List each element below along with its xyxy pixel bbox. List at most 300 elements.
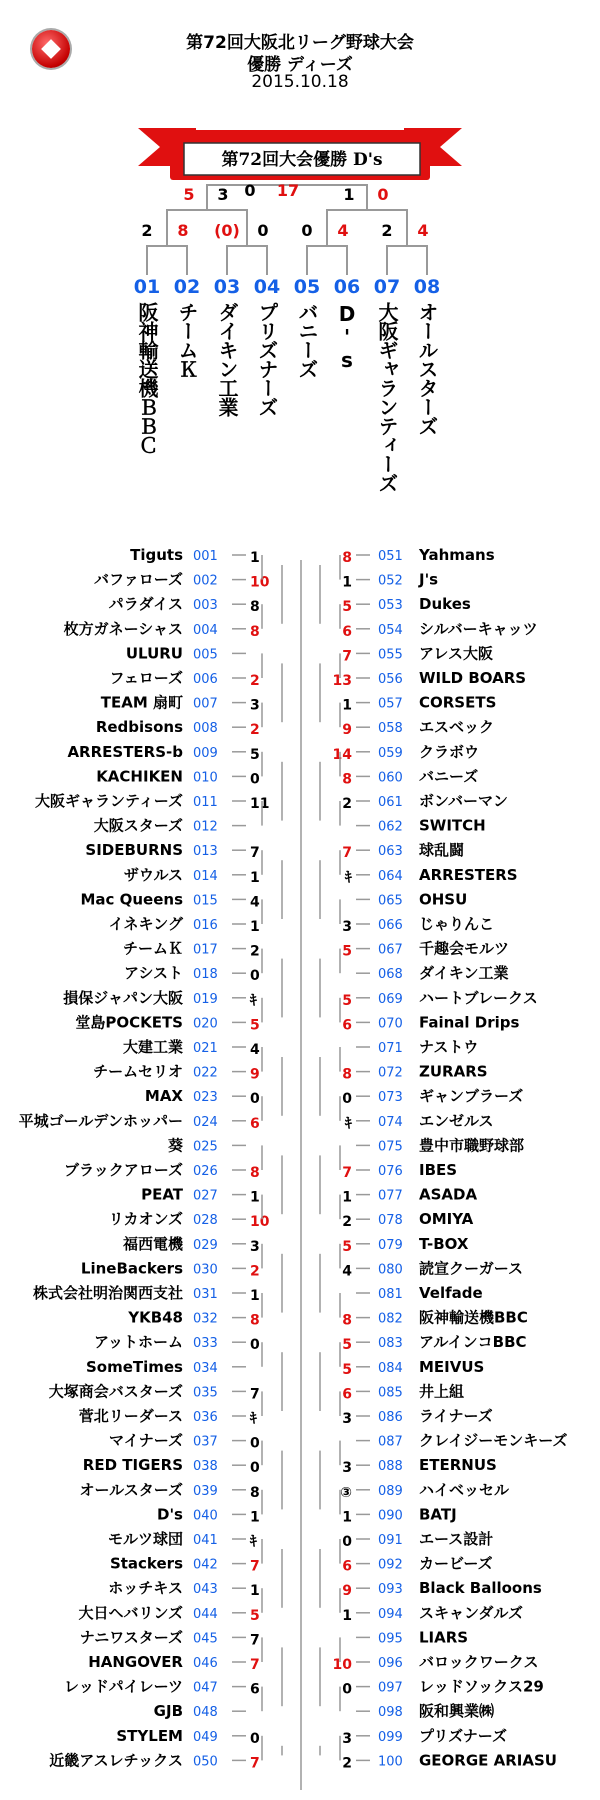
team-number: 016: [193, 918, 218, 933]
team-score: 7: [250, 845, 260, 862]
team-name: エンゼルス: [419, 1111, 494, 1130]
team-number: 064: [378, 868, 403, 884]
team-name: エース設計: [419, 1530, 494, 1548]
team-score: ③: [340, 1484, 352, 1501]
team-score: 1: [342, 1189, 352, 1206]
team-score: 7: [342, 648, 352, 665]
team-score: 13: [332, 673, 352, 689]
team-name: エスベック: [419, 718, 495, 737]
team-number: 024: [193, 1114, 218, 1130]
team-score: 8: [342, 771, 352, 788]
champion-subtitle: 優勝 ディーズ: [247, 55, 353, 75]
team-number: 060: [378, 770, 403, 786]
team-number: 084: [378, 1360, 403, 1376]
team-number: 076: [378, 1164, 403, 1179]
team-number: 031: [193, 1287, 218, 1302]
team-name: Dukes: [419, 595, 471, 614]
team-number: 018: [193, 967, 218, 983]
team-number: 013: [193, 844, 218, 860]
team-name: ブラックアローズ: [64, 1161, 183, 1179]
team-score: ｷ: [250, 992, 257, 1009]
team-number: 034: [193, 1360, 218, 1376]
team-name: 福西電機: [122, 1234, 183, 1253]
team-name: Stackers: [109, 1554, 183, 1573]
team-score: 7: [342, 845, 352, 862]
team-score: 5: [342, 1337, 352, 1354]
team-number: 011: [193, 795, 218, 810]
team-name: Tiguts: [130, 546, 183, 564]
team-score: 0: [250, 1337, 260, 1354]
team-number: 036: [193, 1410, 218, 1425]
team-name: ライナーズ: [419, 1407, 493, 1425]
team-number: 069: [378, 991, 403, 1007]
team-number: 001: [193, 549, 218, 564]
team-score: 2: [250, 722, 260, 739]
team-number: 027: [193, 1188, 218, 1204]
team-name: 損保ジャパン大阪: [63, 988, 183, 1007]
team-number: 086: [378, 1410, 403, 1425]
team-number: 058: [378, 721, 403, 737]
team-score: 8: [250, 1165, 260, 1181]
quarter-right-score: 0: [257, 221, 269, 240]
team-score: 0: [342, 1681, 352, 1698]
team-number: 056: [378, 672, 403, 687]
team-name: YKB48: [128, 1308, 183, 1327]
team-score: 1: [342, 1607, 352, 1624]
team-score: 5: [342, 992, 352, 1009]
team-name: RED TIGERS: [82, 1456, 183, 1475]
team-score: 8: [250, 1312, 260, 1329]
team-score: ｷ: [345, 869, 352, 886]
team-number: 028: [193, 1213, 218, 1229]
team-score: 9: [342, 1583, 352, 1600]
team-number: 044: [193, 1606, 218, 1622]
team-number: 054: [378, 622, 403, 638]
team-name: Velfade: [419, 1284, 483, 1302]
team-number: 061: [378, 795, 403, 810]
team-score: 1: [250, 1288, 260, 1304]
team-name: 豊中市職野球部: [419, 1136, 525, 1155]
final-team-name: D's: [335, 302, 359, 371]
team-name: Fainal Drips: [419, 1013, 520, 1032]
team-number: 025: [193, 1139, 218, 1155]
team-number: 053: [378, 598, 403, 614]
banner-label: 第72回大会優勝 D's: [221, 150, 383, 170]
team-name: シルバーキャッツ: [419, 619, 538, 638]
team-number: 004: [193, 622, 218, 638]
team-number: 022: [193, 1065, 218, 1081]
team-name: パラダイス: [108, 595, 183, 614]
team-number: 095: [378, 1631, 403, 1647]
team-number: 072: [378, 1065, 403, 1081]
team-number: 014: [193, 868, 218, 884]
team-name: アシスト: [124, 964, 183, 983]
team-score: 2: [250, 943, 260, 960]
quarter-right-score: 4: [417, 221, 429, 240]
team-number: 071: [378, 1041, 403, 1056]
team-score: 6: [250, 1681, 260, 1698]
team-score: 10: [250, 574, 270, 591]
team-number: 052: [378, 573, 403, 589]
team-name: バファローズ: [94, 570, 183, 589]
team-number: 041: [193, 1533, 218, 1548]
team-number: 043: [193, 1582, 218, 1598]
tournament-date: 2015.10.18: [251, 72, 349, 92]
team-number: 066: [378, 918, 403, 933]
team-name: レッドソックス29: [419, 1677, 544, 1696]
team-score: 2: [342, 796, 352, 812]
team-number: 063: [378, 844, 403, 860]
team-score: 3: [342, 1460, 352, 1477]
team-score: 3: [250, 697, 260, 714]
team-number: 021: [193, 1041, 218, 1056]
team-name: D's: [157, 1505, 183, 1524]
semi-left-score: 5: [183, 185, 195, 204]
team-score: 9: [342, 722, 352, 739]
team-name: 株式会社明治関西支社: [32, 1284, 183, 1302]
semi-right-score: 3: [217, 185, 229, 204]
team-name: CORSETS: [419, 693, 497, 712]
team-score: 4: [250, 1042, 260, 1058]
team-name: 阪和興業㈱: [419, 1702, 495, 1721]
team-name: 読宣クーガース: [419, 1259, 523, 1278]
semi-left-score: 1: [343, 185, 355, 204]
final-team-name: オールスターズ: [415, 302, 439, 435]
team-score: 7: [250, 1755, 260, 1772]
team-number: 090: [378, 1508, 403, 1524]
team-number: 079: [378, 1237, 403, 1253]
team-score: 0: [250, 1091, 260, 1108]
team-name: 大日ヘバリンズ: [78, 1603, 183, 1622]
team-name: 平城ゴールデンホッパー: [18, 1111, 183, 1130]
team-score: 1: [250, 919, 260, 935]
team-number: 035: [193, 1385, 218, 1401]
team-score: 4: [250, 894, 260, 911]
team-name: OHSU: [419, 890, 468, 909]
team-number: 075: [378, 1139, 403, 1155]
team-name: SIDEBURNS: [85, 841, 183, 860]
team-number: 005: [193, 647, 218, 663]
team-score: 7: [250, 1386, 260, 1403]
team-number: 089: [378, 1483, 403, 1499]
quarter-left-score: 0: [301, 221, 313, 240]
team-number: 070: [378, 1016, 403, 1032]
team-score: 6: [342, 1017, 352, 1034]
team-number: 065: [378, 893, 403, 909]
team-name: レッドパイレーツ: [64, 1677, 183, 1696]
semi-right-score: 0: [377, 185, 389, 204]
team-score: 6: [342, 1558, 352, 1575]
team-name: BATJ: [419, 1505, 457, 1524]
team-number: 033: [193, 1336, 218, 1352]
team-name: モルツ球団: [107, 1530, 183, 1548]
team-number: 068: [378, 967, 403, 983]
team-score: 5: [342, 599, 352, 616]
team-name: TEAM 扇町: [100, 693, 183, 712]
team-number: 009: [193, 745, 218, 761]
final-team-name: バニーズ: [295, 302, 319, 378]
team-score: 1: [342, 574, 352, 591]
team-score: 2: [342, 1214, 352, 1231]
team-number: 049: [193, 1729, 218, 1745]
team-score: 2: [250, 1263, 260, 1280]
team-score: 0: [342, 1534, 352, 1550]
team-score: 11: [250, 796, 270, 812]
team-number: 059: [378, 745, 403, 761]
team-number: 020: [193, 1016, 218, 1032]
team-name: 堂島POCKETS: [75, 1013, 183, 1032]
final-team-number: 07: [373, 276, 401, 298]
final-left-score: 0: [244, 181, 256, 200]
team-name: GEORGE ARIASU: [419, 1751, 557, 1770]
team-number: 047: [193, 1680, 218, 1696]
team-score: ｷ: [250, 1534, 257, 1550]
team-number: 003: [193, 598, 218, 614]
team-name: MEIVUS: [419, 1357, 485, 1376]
team-score: 8: [342, 550, 352, 566]
team-number: 093: [378, 1582, 403, 1598]
team-number: 012: [193, 819, 218, 835]
team-name: ハイベッセル: [419, 1480, 510, 1499]
page-title: 第72回大阪北リーグ野球大会: [186, 33, 414, 53]
team-number: 045: [193, 1631, 218, 1647]
final-team-name: ダイキン工業: [215, 302, 239, 416]
team-score: 3: [250, 1238, 260, 1255]
team-name: ナニワスターズ: [79, 1628, 183, 1647]
team-score: 8: [250, 1484, 260, 1501]
team-number: 039: [193, 1483, 218, 1499]
team-name: 大阪ギャランティーズ: [34, 792, 183, 810]
team-score: 0: [250, 771, 260, 788]
final-right-score: 17: [276, 181, 300, 200]
team-score: 0: [250, 1460, 260, 1477]
final-team-number: 04: [253, 276, 281, 298]
team-name: 近畿アスレチックス: [49, 1751, 183, 1770]
team-number: 087: [378, 1434, 403, 1450]
team-name: ナストウ: [419, 1038, 479, 1056]
team-name: ARRESTERS: [419, 865, 518, 884]
team-number: 026: [193, 1164, 218, 1179]
team-name: ARRESTERS-b: [67, 742, 183, 761]
final-team-name: プリズナーズ: [255, 302, 279, 416]
team-name: バロックワークス: [419, 1653, 539, 1671]
team-name: ボンバーマン: [419, 792, 508, 810]
final-team-number: 05: [293, 276, 321, 298]
team-name: アルインコBBC: [419, 1333, 527, 1352]
team-name: カービーズ: [419, 1554, 493, 1573]
team-name: MAX: [144, 1087, 183, 1106]
team-score: 1: [250, 1509, 260, 1526]
team-name: チームＫ: [122, 939, 183, 958]
team-name: ホッチキス: [108, 1579, 183, 1598]
team-name: 球乱闘: [419, 841, 465, 860]
team-number: 051: [378, 549, 403, 564]
team-name: ザウルス: [123, 865, 183, 884]
team-name: ZURARS: [419, 1062, 488, 1081]
team-score: 8: [250, 623, 260, 640]
team-score: 1: [250, 1583, 260, 1600]
team-number: 080: [378, 1262, 403, 1278]
team-name: Black Balloons: [419, 1579, 542, 1598]
team-name: 大阪スターズ: [93, 816, 183, 835]
team-number: 057: [378, 696, 403, 712]
team-name: アットホーム: [94, 1333, 183, 1352]
quarter-left-score: (0): [214, 221, 240, 240]
team-name: チームセリオ: [93, 1062, 183, 1081]
team-score: 5: [250, 746, 260, 763]
quarter-right-score: 8: [177, 221, 189, 240]
team-name: プリズナーズ: [419, 1726, 508, 1745]
team-score: 8: [342, 1312, 352, 1329]
team-score: 7: [250, 1657, 260, 1673]
team-number: 006: [193, 672, 218, 687]
team-score: ｷ: [345, 1115, 352, 1132]
team-number: 048: [193, 1705, 218, 1721]
team-score: 5: [342, 1361, 352, 1378]
team-number: 074: [378, 1114, 403, 1130]
team-number: 042: [193, 1557, 218, 1573]
team-score: 6: [342, 623, 352, 640]
team-score: 6: [250, 1115, 260, 1132]
team-number: 008: [193, 721, 218, 737]
team-name: LineBackers: [80, 1259, 183, 1278]
team-number: 007: [193, 696, 218, 712]
team-number: 081: [378, 1287, 403, 1302]
team-score: 14: [332, 746, 352, 763]
team-number: 092: [378, 1557, 403, 1573]
team-number: 029: [193, 1237, 218, 1253]
final-team-name: 阪神輸送機ＢＢＣ: [135, 302, 159, 454]
team-number: 067: [378, 942, 403, 958]
team-name: マイナーズ: [109, 1431, 183, 1450]
team-score: 1: [250, 869, 260, 886]
team-name: じゃりんこ: [419, 915, 495, 933]
team-score: 8: [342, 1066, 352, 1083]
team-number: 023: [193, 1090, 218, 1106]
final-team-number: 01: [133, 276, 161, 298]
team-name: WILD BOARS: [419, 669, 527, 687]
team-number: 098: [378, 1705, 403, 1721]
team-score: 4: [342, 1263, 352, 1280]
team-score: 6: [342, 1386, 352, 1403]
team-score: 2: [250, 673, 260, 689]
team-name: HANGOVER: [88, 1653, 183, 1671]
team-number: 030: [193, 1262, 218, 1278]
team-score: 3: [342, 1730, 352, 1747]
team-number: 097: [378, 1680, 403, 1696]
final-team-number: 06: [333, 276, 361, 298]
team-name: ULURU: [125, 644, 183, 663]
team-name: PEAT: [141, 1185, 183, 1204]
team-score: 5: [342, 943, 352, 960]
team-number: 038: [193, 1459, 218, 1475]
team-name: GJB: [153, 1702, 183, 1721]
team-number: 085: [378, 1385, 403, 1401]
team-score: 1: [342, 697, 352, 714]
team-score: 0: [250, 968, 260, 985]
team-score: 2: [342, 1755, 352, 1772]
team-number: 055: [378, 647, 403, 663]
team-number: 040: [193, 1508, 218, 1524]
final-team-number: 02: [173, 276, 201, 298]
team-name: オールスターズ: [79, 1480, 183, 1499]
team-number: 062: [378, 819, 403, 835]
team-number: 019: [193, 991, 218, 1007]
team-score: 7: [250, 1632, 260, 1649]
team-score: 5: [342, 1238, 352, 1255]
team-name: 菅北リーダース: [78, 1407, 183, 1425]
team-name: STYLEM: [116, 1726, 183, 1745]
team-name: ハートブレークス: [419, 988, 538, 1007]
team-name: ASADA: [419, 1185, 478, 1204]
team-name: Redbisons: [95, 718, 183, 737]
team-number: 094: [378, 1606, 403, 1622]
team-number: 099: [378, 1729, 403, 1745]
team-number: 046: [193, 1656, 218, 1671]
team-number: 096: [378, 1656, 403, 1671]
team-name: 大塚商会バスターズ: [48, 1382, 183, 1401]
final-team-number: 08: [413, 276, 441, 298]
team-name: スキャンダルズ: [419, 1603, 523, 1622]
team-score: 8: [250, 599, 260, 616]
team-name: 枚方ガネーシャス: [63, 619, 183, 638]
team-name: OMIYA: [419, 1210, 474, 1229]
team-score: 5: [250, 1607, 260, 1624]
team-name: ダイキン工業: [419, 964, 509, 983]
team-name: J's: [419, 570, 439, 589]
team-name: クラボウ: [419, 742, 480, 761]
team-score: ｷ: [250, 1411, 257, 1427]
team-number: 083: [378, 1336, 403, 1352]
team-number: 073: [378, 1090, 403, 1106]
team-number: 100: [378, 1754, 403, 1770]
team-name: 大建工業: [122, 1038, 183, 1056]
team-name: リカオンズ: [108, 1210, 183, 1229]
team-name: ETERNUS: [419, 1456, 497, 1475]
team-number: 077: [378, 1188, 403, 1204]
team-number: 002: [193, 573, 218, 589]
team-name: アレス大阪: [419, 644, 493, 663]
team-number: 032: [193, 1311, 218, 1327]
team-score: 5: [250, 1017, 260, 1034]
final-team-name: 大阪ギャランティーズ: [375, 302, 399, 492]
team-score: 7: [342, 1165, 352, 1181]
team-number: 088: [378, 1459, 403, 1475]
team-score: 1: [250, 550, 260, 566]
team-score: 10: [332, 1657, 352, 1673]
team-score: 3: [342, 919, 352, 935]
team-score: 0: [342, 1091, 352, 1108]
team-name: イネキング: [108, 915, 183, 933]
quarter-left-score: 2: [141, 221, 153, 240]
team-number: 082: [378, 1311, 403, 1327]
team-score: 0: [250, 1435, 260, 1452]
team-number: 091: [378, 1533, 403, 1548]
team-name: 千趣会モルツ: [419, 939, 510, 958]
team-name: KACHIKEN: [96, 767, 183, 786]
team-number: 015: [193, 893, 218, 909]
final-team-number: 03: [213, 276, 241, 298]
team-name: バニーズ: [419, 767, 479, 786]
team-name: LIARS: [419, 1628, 469, 1647]
team-number: 017: [193, 942, 218, 958]
quarter-left-score: 2: [381, 221, 393, 240]
team-name: Mac Queens: [80, 890, 183, 909]
team-name: SomeTimes: [85, 1357, 183, 1376]
team-name: クレイジーモンキーズ: [419, 1431, 568, 1450]
team-score: 9: [250, 1066, 260, 1083]
team-name: 井上組: [419, 1382, 465, 1401]
